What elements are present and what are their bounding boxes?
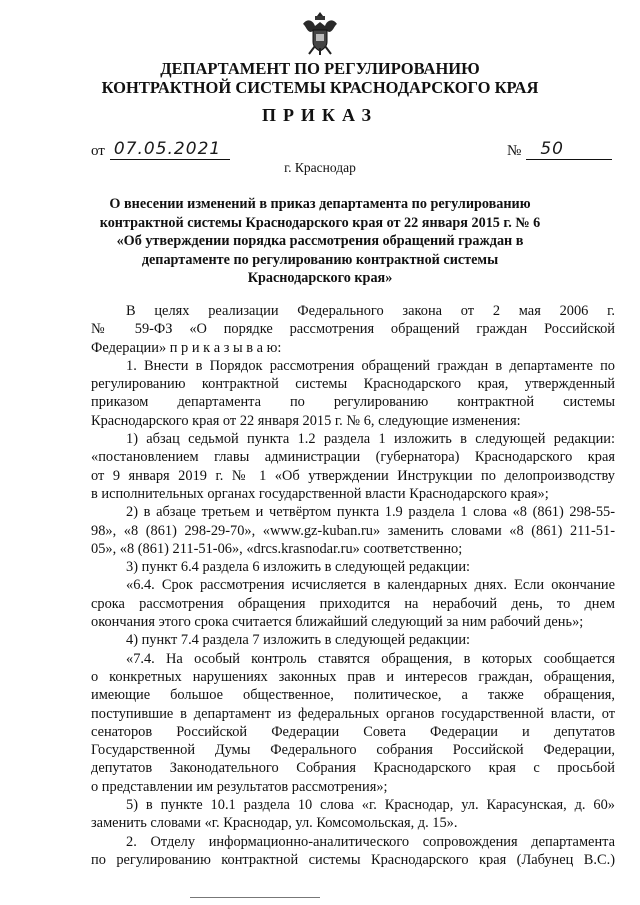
body-line: о представлении им результатов рассмотрения»;	[91, 778, 388, 795]
number-value: 50	[526, 139, 612, 160]
body-line: 05», «8 (861) 211-51-06», «drcs.krasnodar.ru» соответственно;	[91, 540, 463, 557]
body-line: № 59-ФЗ «О порядке рассмотрения обращений граждан Российской	[91, 321, 615, 338]
title-line: «Об утверждении порядка рассмотрения обращений граждан в	[116, 233, 524, 250]
city: г. Краснодар	[284, 160, 356, 175]
number-field	[507, 139, 612, 160]
body-line: поступившие в департамент из федеральных органов государственной власти, от	[91, 705, 615, 722]
body-line: «6.4. Срок рассмотрения исчисляется в календарных днях. Если окончание	[126, 577, 615, 594]
title-line: Краснодарского края»	[247, 270, 393, 287]
body-line: приказом департамента по регулированию контрактной системы	[91, 394, 615, 411]
body-line: «7.4. На особый контроль ставятся обращения, в которых сообщается	[126, 650, 615, 667]
document-body	[91, 302, 615, 869]
body-line: окончания этого срока считается ближайший следующий за ним рабочий день»;	[91, 614, 584, 631]
body-line: имеющие большое общественное, политическое, а также обращения,	[91, 687, 615, 704]
title-line: департаменте по регулированию контрактной системы	[141, 251, 499, 268]
body-line: 98», «8 (861) 298-29-70», «www.gz-kuban.ru» заменить словами «8 (861) 211-51-	[91, 522, 615, 539]
body-line: Государственной Думы Федерального собрания Российской Федерации,	[91, 742, 615, 759]
body-line: регулированию контрактной системы Краснодарского края, утвержденный	[91, 376, 615, 393]
body-line: по регулированию контрактной системы Краснодарского края (Лабунец В.С.)	[91, 851, 615, 868]
body-line: сенаторов Российской Федерации Совета Федерации и депутатов	[91, 723, 615, 740]
body-line: Краснодарского края от 22 января 2015 г. № 6, следующие изменения:	[91, 412, 521, 429]
body-line: В целях реализации Федерального закона от 2 мая 2006 г.	[126, 303, 615, 319]
body-line: 2) в абзаце третьем и четвёртом пункта 1.9 раздела 1 слова «8 (861) 298-55-	[126, 504, 615, 521]
body-line: в исполнительных органах государственной власти Краснодарского края»;	[91, 485, 549, 502]
document-title	[90, 195, 550, 288]
document-type: ПРИКАЗ	[261, 105, 379, 125]
org-name-line-1: ДЕПАРТАМЕНТ ПО РЕГУЛИРОВАНИЮ	[160, 59, 480, 78]
body-line: депутатов Законодательного Собрания Краснодарского края с просьбой	[91, 760, 615, 777]
body-line: 2. Отделу информационно-аналитического сопровождения департамента	[126, 833, 615, 850]
date-value: 07.05.2021	[110, 139, 230, 160]
body-line: 1. Внести в Порядок рассмотрения обращений граждан в департаменте по	[126, 357, 615, 374]
date-prefix: от	[91, 143, 105, 159]
body-line: 5) в пункте 10.1 раздела 10 слова «г. Краснодар, ул. Карасунская, д. 60»	[126, 797, 615, 814]
body-line: 3) пункт 6.4 раздела 6 изложить в следующей редакции:	[126, 559, 471, 576]
body-line: Федерации» п р и к а з ы в а ю:	[91, 339, 282, 356]
body-line: от 9 января 2019 г. № 1 «Об утверждении Инструкции по делопроизводству	[91, 467, 615, 484]
coat-of-arms-icon	[301, 10, 339, 56]
body-line: «постановлением главы администрации (губернатора) Краснодарского края	[91, 449, 615, 466]
body-line: срока рассмотрения обращения приходится на нерабочий день, то днем	[91, 595, 615, 612]
footer-divider	[190, 897, 320, 898]
body-line: 1) абзац седьмой пункта 1.2 раздела 1 изложить в следующей редакции:	[126, 431, 615, 448]
title-line: контрактной системы Краснодарского края от 22 января 2015 г. № 6	[99, 214, 541, 231]
title-line: О внесении изменений в приказ департамента по регулированию	[109, 196, 531, 212]
body-line: заменить словами «г. Краснодар, ул. Комсомольская, д. 15».	[91, 815, 458, 832]
org-name-line-2: КОНТРАКТНОЙ СИСТЕМЫ КРАСНОДАРСКОГО КРАЯ	[101, 78, 539, 97]
body-line: 4) пункт 7.4 раздела 7 изложить в следующей редакции:	[126, 632, 471, 649]
body-line: о конкретных нарушениях законных прав и интересов граждан, обращения,	[91, 668, 615, 685]
number-prefix: №	[507, 143, 522, 159]
date-field	[91, 139, 230, 160]
